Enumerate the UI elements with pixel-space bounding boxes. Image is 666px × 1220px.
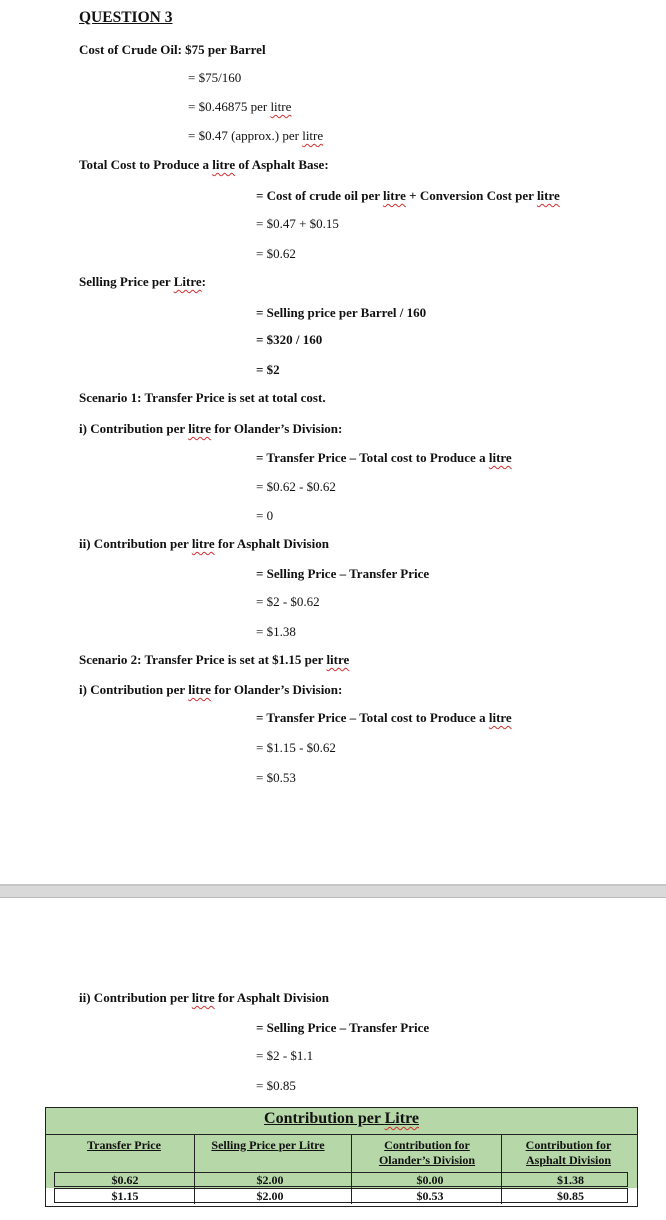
column-divider (194, 1134, 195, 1204)
spellcheck-word[interactable]: litre (383, 188, 406, 203)
header-transfer-price: Transfer Price (87, 1138, 161, 1152)
scenario-2-asphalt-formula: = Selling Price – Transfer Price (256, 1020, 430, 1035)
scenario-2-asphalt-heading: ii) Contribution per litre for Asphalt Division (79, 990, 329, 1005)
spellcheck-word[interactable]: litre (212, 157, 236, 172)
contribution-table (45, 1107, 638, 1207)
crude-oil-heading: Cost of Crude Oil: $75 per Barrel (79, 42, 266, 57)
cell-asphalt-contribution: $0.85 (557, 1189, 584, 1203)
crude-oil-step-1: = $75/160 (188, 70, 242, 85)
scenario-1-olander-step-1: = $0.62 - $0.62 (256, 479, 336, 494)
cell-olander-contribution: $0.53 (416, 1189, 444, 1203)
crude-oil-step-2: = $0.46875 per litre (188, 99, 292, 114)
spellcheck-word[interactable]: litre (191, 990, 215, 1005)
spellcheck-word[interactable]: Litre (173, 274, 202, 289)
selling-price-step-2: = $2 (256, 362, 280, 377)
scenario-1-asphalt-step-2: = $1.38 (256, 624, 296, 639)
total-cost-step-2: = $0.62 (256, 246, 296, 261)
spellcheck-word[interactable]: litre (188, 682, 212, 697)
table-divider (46, 1134, 637, 1135)
crude-oil-step-3: = $0.47 (approx.) per litre (188, 128, 324, 143)
cell-asphalt-contribution: $1.38 (557, 1173, 584, 1187)
scenario-2-olander-heading: i) Contribution per litre for Olander’s Division: (79, 682, 343, 697)
column-divider (351, 1134, 352, 1204)
header-olander-contribution-line-2: Olander’s Division (378, 1153, 476, 1167)
cell-selling-price: $2.00 (256, 1189, 284, 1203)
table-row (54, 1188, 628, 1203)
spellcheck-word[interactable]: litre (302, 128, 324, 143)
scenario-1-olander-step-2: = 0 (256, 508, 274, 523)
cell-transfer-price: $0.62 (111, 1173, 139, 1187)
header-selling-price: Selling Price per Litre (211, 1138, 325, 1152)
scenario-2-asphalt-step-2: = $0.85 (256, 1078, 296, 1093)
header-asphalt-contribution-line-1: Contribution for (525, 1138, 612, 1152)
scenario-2-heading: Scenario 2: Transfer Price is set at $1.15 per litre (79, 652, 350, 667)
scenario-2-olander-formula: = Transfer Price – Total cost to Produce a litre (256, 710, 512, 725)
header-asphalt-contribution-line-2: Asphalt Division (525, 1153, 612, 1167)
scenario-1-olander-heading: i) Contribution per litre for Olander’s Division: (79, 421, 343, 436)
scenario-2-olander-step-2: = $0.53 (256, 770, 296, 785)
spellcheck-word[interactable]: Litre (384, 1110, 419, 1127)
selling-price-step-1: = $320 / 160 (256, 332, 323, 347)
column-divider (501, 1134, 502, 1204)
spellcheck-word[interactable]: litre (536, 188, 560, 203)
selling-price-formula: = Selling price per Barrel / 160 (256, 305, 427, 320)
scenario-2-olander-step-1: = $1.15 - $0.62 (256, 740, 336, 755)
cell-transfer-price: $1.15 (111, 1189, 139, 1203)
page-break (0, 884, 666, 898)
total-cost-heading: Total Cost to Produce a litre of Asphalt Base: (79, 157, 329, 172)
spellcheck-word[interactable]: litre (488, 710, 512, 725)
spellcheck-word[interactable]: litre (270, 99, 292, 114)
header-olander-contribution-line-1: Contribution for (384, 1138, 470, 1152)
cell-olander-contribution: $0.00 (416, 1173, 444, 1187)
scenario-1-asphalt-heading: ii) Contribution per litre for Asphalt Division (79, 536, 329, 551)
cell-selling-price: $2.00 (256, 1173, 284, 1187)
table-row (54, 1172, 628, 1187)
scenario-1-olander-formula: = Transfer Price – Total cost to Produce a litre (256, 450, 512, 465)
spellcheck-word[interactable]: litre (191, 536, 215, 551)
spellcheck-word[interactable]: litre (326, 652, 350, 667)
total-cost-step-1: = $0.47 + $0.15 (256, 216, 339, 231)
total-cost-formula: = Cost of crude oil per litre + Conversion Cost per litre (256, 188, 560, 203)
spellcheck-word[interactable]: litre (188, 421, 212, 436)
selling-price-heading: Selling Price per Litre: (79, 274, 206, 289)
scenario-1-asphalt-formula: = Selling Price – Transfer Price (256, 566, 430, 581)
spellcheck-word[interactable]: litre (488, 450, 512, 465)
table-title: Contribution per Litre (264, 1110, 419, 1127)
scenario-1-asphalt-step-1: = $2 - $0.62 (256, 594, 320, 609)
question-title: QUESTION 3 (79, 9, 173, 26)
scenario-2-asphalt-step-1: = $2 - $1.1 (256, 1048, 314, 1063)
scenario-1-heading: Scenario 1: Transfer Price is set at total cost. (79, 390, 326, 405)
